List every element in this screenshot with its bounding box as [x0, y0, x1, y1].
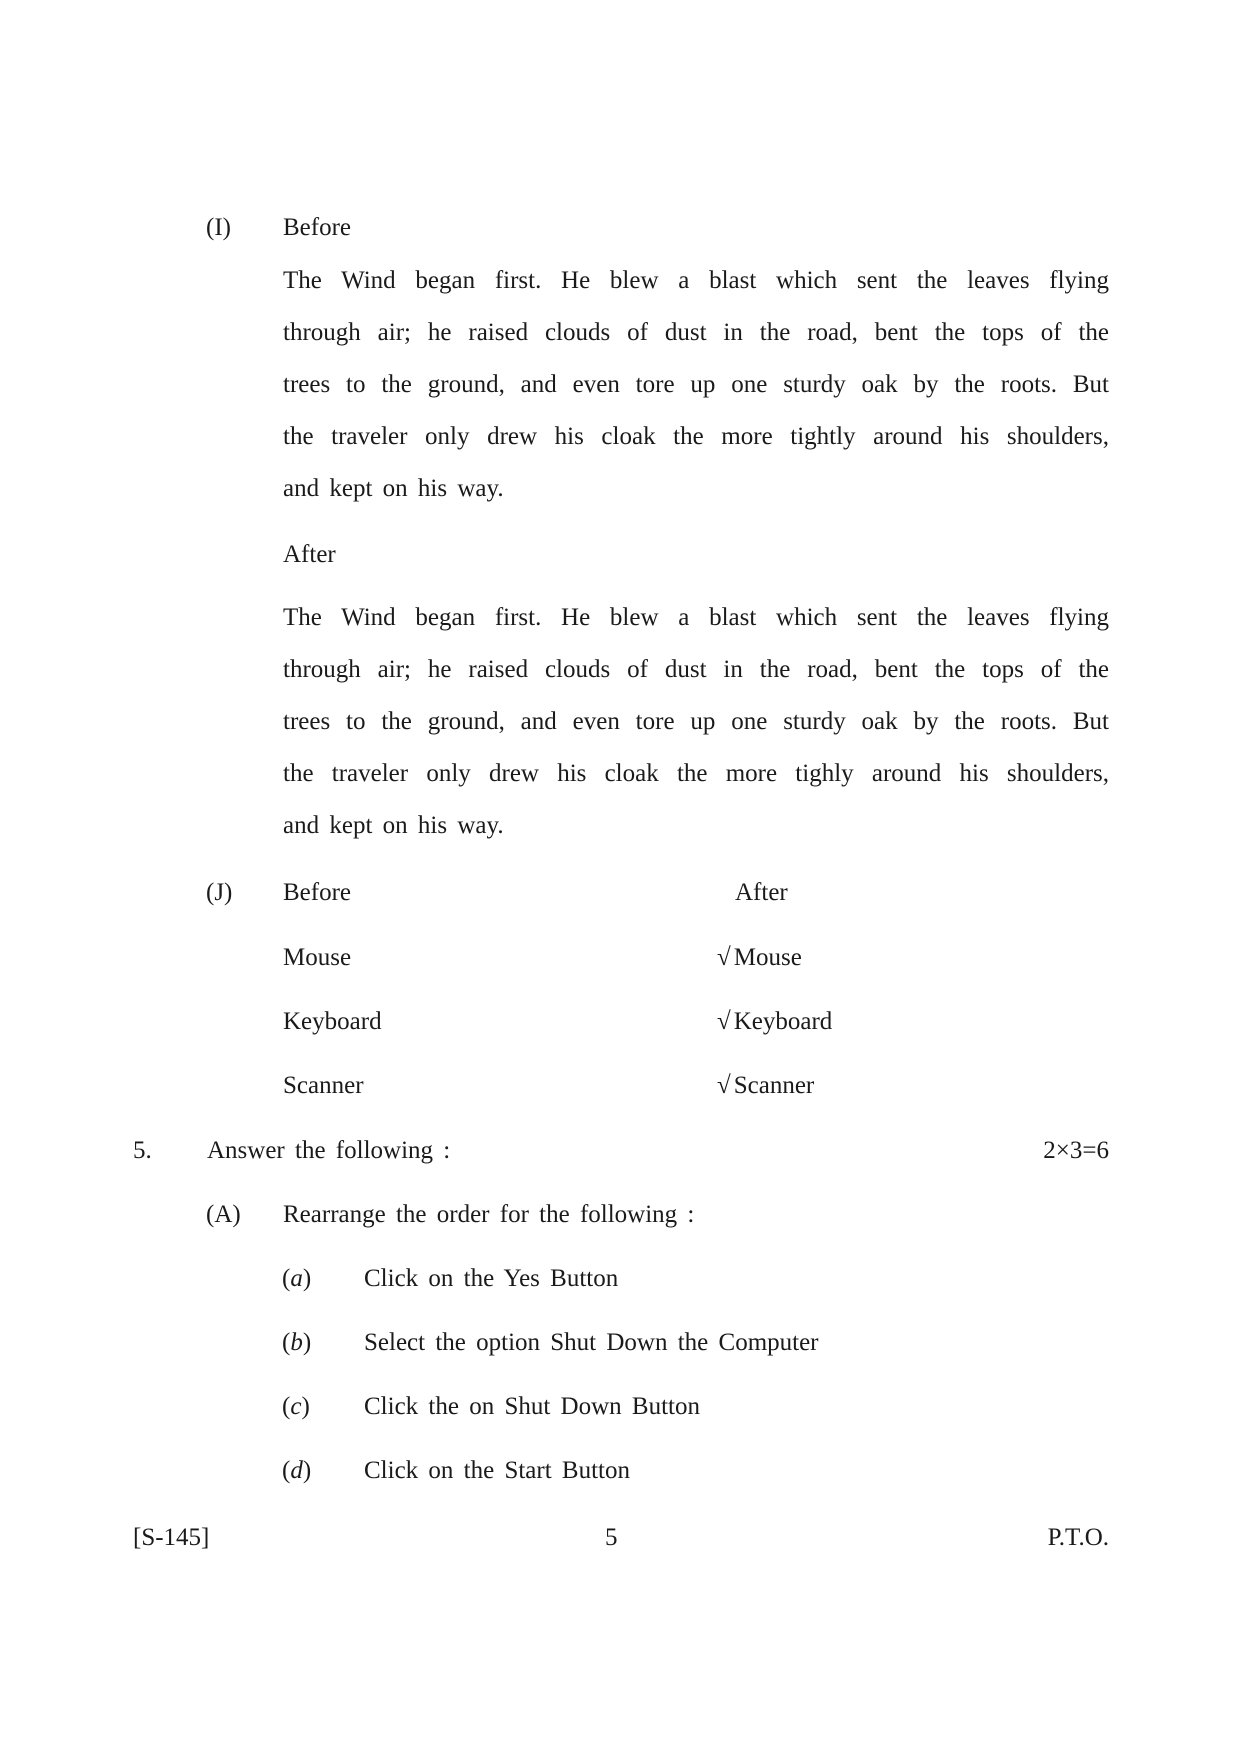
- option-text: Select the option Shut Down the Computer: [364, 1329, 819, 1356]
- footer-pto: P.T.O.: [1047, 1524, 1109, 1551]
- option-label: (c): [282, 1393, 310, 1420]
- paragraph-line: and kept on his way.: [283, 812, 504, 839]
- footer-page-number: 5: [605, 1524, 618, 1551]
- after-item-label: Keyboard: [733, 1008, 833, 1035]
- section-j-after-heading: After: [735, 879, 788, 906]
- paragraph-line: and kept on his way.: [283, 475, 504, 502]
- paragraph-line: trees to the ground, and even tore up one sturdy oak by the roots. But: [283, 371, 1109, 398]
- question-number: 5.: [133, 1137, 152, 1164]
- section-i-label: (I): [206, 214, 231, 241]
- option-label: (a): [282, 1265, 312, 1292]
- option-letter: c: [290, 1393, 302, 1420]
- paragraph-line: trees to the ground, and even tore up one sturdy oak by the roots. But: [283, 708, 1109, 735]
- section-i-after-paragraph: [283, 592, 1109, 852]
- paragraph-line: through air; he raised clouds of dust in the road, bent the tops of the: [283, 656, 1109, 683]
- section-j-label: (J): [206, 879, 233, 906]
- section-i-before-heading: Before: [283, 214, 352, 241]
- after-item: [717, 945, 802, 970]
- option-text: Click on the Yes Button: [364, 1265, 619, 1292]
- question-marks: 2×3=6: [1043, 1137, 1109, 1164]
- option-letter: a: [290, 1265, 303, 1292]
- check-icon: √: [717, 1008, 731, 1035]
- option-letter: d: [290, 1457, 303, 1484]
- paragraph-line: The Wind began first. He blew a blast which sent the leaves flying: [283, 604, 1109, 631]
- part-a-text: Rearrange the order for the following :: [283, 1201, 695, 1228]
- question-text: Answer the following :: [207, 1137, 451, 1164]
- paragraph-line: through air; he raised clouds of dust in the road, bent the tops of the: [283, 319, 1109, 346]
- paragraph-line: The Wind began first. He blew a blast which sent the leaves flying: [283, 267, 1109, 294]
- before-item: Scanner: [283, 1072, 364, 1099]
- paragraph-line: the traveler only drew his cloak the more tightly around his shoulders,: [283, 423, 1109, 450]
- section-i-before-paragraph: [283, 255, 1109, 515]
- paragraph-line: the traveler only drew his cloak the more tighly around his shoulders,: [283, 760, 1109, 787]
- before-item: Mouse: [283, 944, 352, 971]
- part-a-label: (A): [206, 1201, 241, 1228]
- option-text: Click on the Start Button: [364, 1457, 630, 1484]
- after-item-label: Mouse: [733, 944, 802, 971]
- footer-code: [S-145]: [133, 1524, 210, 1551]
- option-label: (d): [282, 1457, 312, 1484]
- option-text: Click the on Shut Down Button: [364, 1393, 700, 1420]
- section-j-before-heading: Before: [283, 879, 352, 906]
- before-item: Keyboard: [283, 1008, 382, 1035]
- after-item-label: Scanner: [733, 1072, 815, 1099]
- after-item: [717, 1009, 832, 1034]
- option-label: (b): [282, 1329, 312, 1356]
- after-item: [717, 1073, 814, 1098]
- check-icon: √: [717, 944, 731, 971]
- option-letter: b: [290, 1329, 303, 1356]
- section-i-after-heading: After: [283, 541, 336, 568]
- check-icon: √: [717, 1072, 731, 1099]
